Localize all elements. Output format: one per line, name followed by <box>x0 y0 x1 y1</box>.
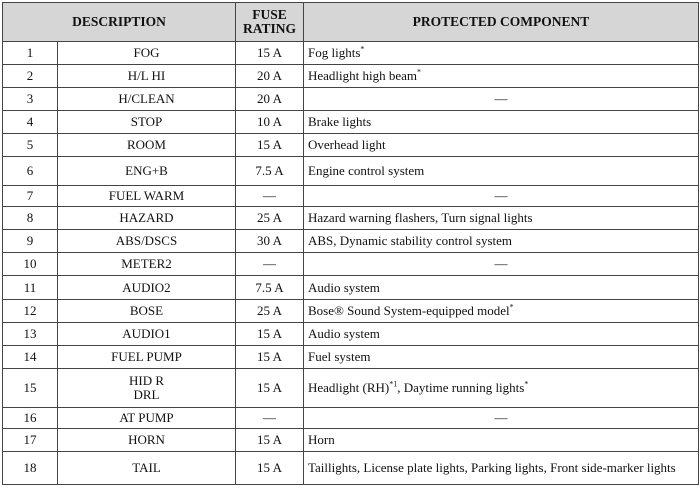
fuse-number: 5 <box>3 134 58 157</box>
component-text: –– <box>494 91 508 106</box>
protected-component <box>304 369 699 408</box>
protected-component <box>304 346 699 369</box>
fuse-description: STOP <box>58 111 236 134</box>
fuse-description: HAZARD <box>58 207 236 230</box>
table-row <box>3 207 699 230</box>
fuse-number: 10 <box>3 253 58 276</box>
footnote-marker: *1 <box>389 379 398 389</box>
component-text: Hazard warning flashers, Turn signal lights <box>308 210 533 225</box>
table-row <box>3 230 699 253</box>
footnote-marker: * <box>417 67 422 77</box>
component-text: Audio system <box>308 326 380 341</box>
fuse-description: H/CLEAN <box>58 88 236 111</box>
protected-component <box>304 88 699 111</box>
protected-component <box>304 323 699 346</box>
table-row <box>3 134 699 157</box>
fuse-number: 14 <box>3 346 58 369</box>
protected-component <box>304 300 699 323</box>
table-row <box>3 65 699 88</box>
table-row <box>3 408 699 429</box>
fuse-number: 16 <box>3 408 58 429</box>
fuse-description: FOG <box>58 42 236 65</box>
fuse-rating: 7.5 A <box>236 276 304 300</box>
fuse-number: 15 <box>3 369 58 408</box>
table-row <box>3 452 699 485</box>
fuse-rating: 30 A <box>236 230 304 253</box>
fuse-number: 18 <box>3 452 58 485</box>
protected-component <box>304 42 699 65</box>
fuse-description: H/L HI <box>58 65 236 88</box>
table-body <box>3 42 699 485</box>
fuse-description: TAIL <box>58 452 236 485</box>
fuse-description: FUEL WARM <box>58 186 236 207</box>
footnote-marker: * <box>360 44 365 54</box>
table-row <box>3 157 699 186</box>
protected-component <box>304 111 699 134</box>
fuse-number: 7 <box>3 186 58 207</box>
fuse-description: HID R DRL <box>58 369 236 408</box>
table-row <box>3 111 699 134</box>
fuse-number: 11 <box>3 276 58 300</box>
fuse-table <box>2 2 699 485</box>
component-text: Brake lights <box>308 114 372 129</box>
component-text: Headlight high beam <box>308 68 418 83</box>
fuse-rating: 25 A <box>236 207 304 230</box>
protected-component <box>304 157 699 186</box>
component-text: ABS, Dynamic stability control system <box>308 233 513 248</box>
footnote-marker: * <box>524 379 529 389</box>
component-text: Taillights, License plate lights, Parking lights, Front side-marker lights <box>308 460 676 475</box>
fuse-rating: 15 A <box>236 452 304 485</box>
fuse-description: FUEL PUMP <box>58 346 236 369</box>
fuse-rating: 15 A <box>236 429 304 452</box>
table-row <box>3 429 699 452</box>
header-description: DESCRIPTION <box>3 3 236 42</box>
fuse-rating: –– <box>236 253 304 276</box>
fuse-description: AUDIO1 <box>58 323 236 346</box>
table-row <box>3 323 699 346</box>
table-header <box>3 3 699 42</box>
protected-component <box>304 65 699 88</box>
fuse-number: 13 <box>3 323 58 346</box>
component-text: Bose® Sound System-equipped model <box>308 303 510 318</box>
table-row <box>3 253 699 276</box>
fuse-rating: 20 A <box>236 65 304 88</box>
fuse-number: 9 <box>3 230 58 253</box>
protected-component <box>304 429 699 452</box>
component-text: –– <box>494 410 508 425</box>
fuse-number: 8 <box>3 207 58 230</box>
fuse-rating: 15 A <box>236 369 304 408</box>
fuse-number: 12 <box>3 300 58 323</box>
table-row <box>3 88 699 111</box>
fuse-number: 3 <box>3 88 58 111</box>
fuse-description: HORN <box>58 429 236 452</box>
fuse-description: AUDIO2 <box>58 276 236 300</box>
protected-component <box>304 276 699 300</box>
fuse-rating: 15 A <box>236 346 304 369</box>
fuse-number: 4 <box>3 111 58 134</box>
footnote-marker: * <box>509 302 514 312</box>
fuse-rating: 20 A <box>236 88 304 111</box>
component-text: Fuel system <box>308 349 371 364</box>
table-row <box>3 300 699 323</box>
fuse-number: 2 <box>3 65 58 88</box>
component-text: Headlight (RH) <box>308 380 390 395</box>
table-row <box>3 42 699 65</box>
protected-component <box>304 207 699 230</box>
fuse-rating: 15 A <box>236 42 304 65</box>
component-text: Fog lights <box>308 45 361 60</box>
component-text: Engine control system <box>308 163 425 178</box>
header-protected-component: PROTECTED COMPONENT <box>304 3 699 42</box>
table-row <box>3 186 699 207</box>
fuse-rating: –– <box>236 408 304 429</box>
protected-component <box>304 452 699 485</box>
component-text-continued: , Daytime running lights <box>397 380 525 395</box>
protected-component <box>304 253 699 276</box>
fuse-number: 17 <box>3 429 58 452</box>
protected-component <box>304 134 699 157</box>
fuse-rating: –– <box>236 186 304 207</box>
table-row <box>3 346 699 369</box>
fuse-rating: 25 A <box>236 300 304 323</box>
fuse-rating: 15 A <box>236 134 304 157</box>
fuse-description: ABS/DSCS <box>58 230 236 253</box>
fuse-number: 1 <box>3 42 58 65</box>
fuse-description: ENG+B <box>58 157 236 186</box>
header-fuse-rating: FUSE RATING <box>236 3 304 42</box>
component-text: –– <box>494 256 508 271</box>
fuse-description: AT PUMP <box>58 408 236 429</box>
component-text: –– <box>494 188 508 203</box>
table-row <box>3 369 699 408</box>
header-row <box>3 3 699 42</box>
protected-component <box>304 186 699 207</box>
fuse-description: METER2 <box>58 253 236 276</box>
protected-component <box>304 230 699 253</box>
fuse-description: ROOM <box>58 134 236 157</box>
protected-component <box>304 408 699 429</box>
component-text: Horn <box>308 432 335 447</box>
fuse-description: BOSE <box>58 300 236 323</box>
fuse-rating: 10 A <box>236 111 304 134</box>
table-row <box>3 276 699 300</box>
fuse-number: 6 <box>3 157 58 186</box>
component-text: Overhead light <box>308 137 386 152</box>
fuse-rating: 7.5 A <box>236 157 304 186</box>
component-text: Audio system <box>308 279 380 295</box>
fuse-rating: 15 A <box>236 323 304 346</box>
